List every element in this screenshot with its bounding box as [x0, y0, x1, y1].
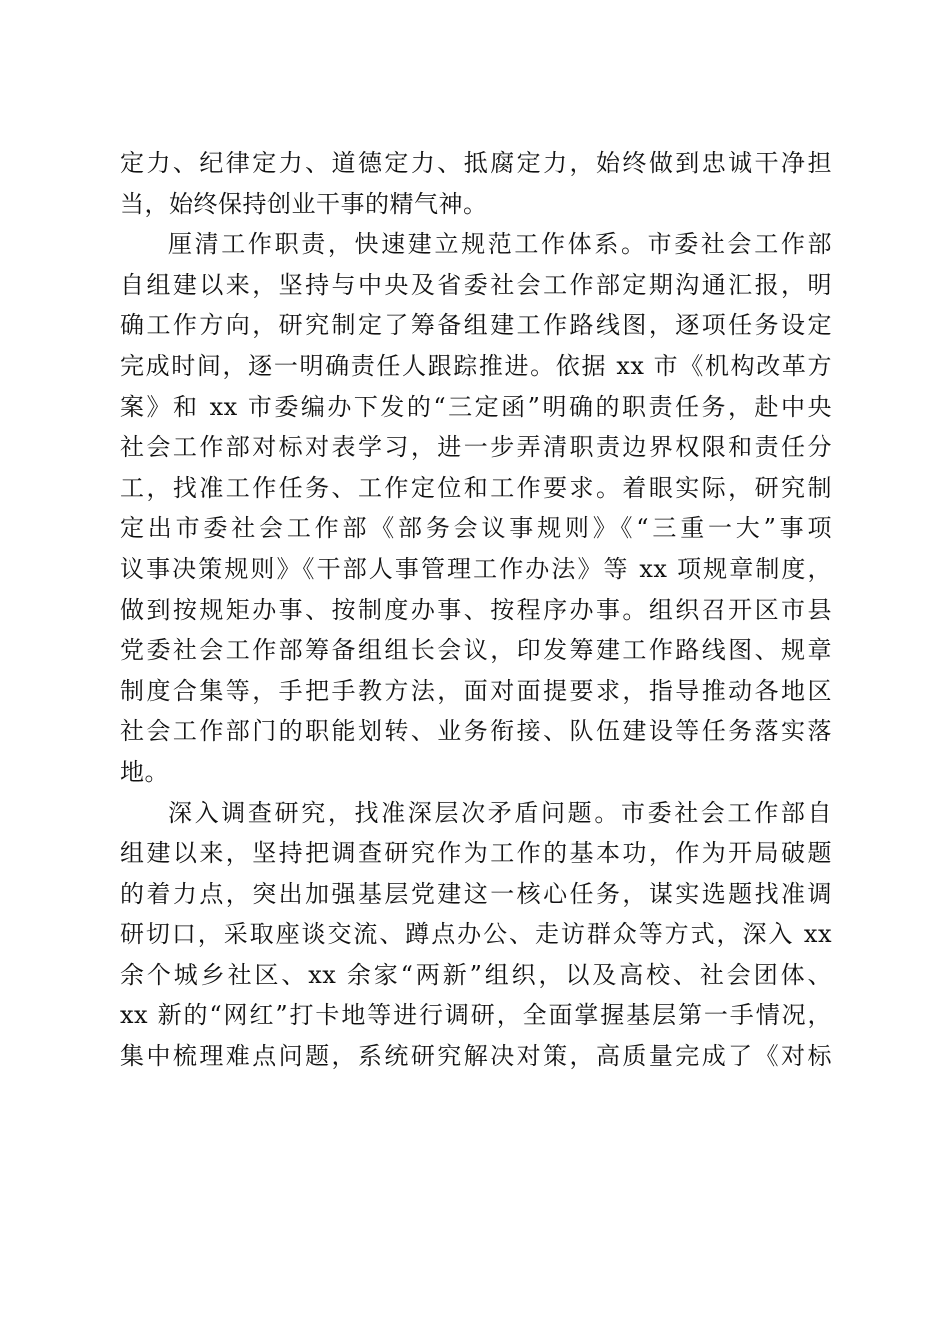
paragraph-2-line-10: 做到按规矩办事、按制度办事、按程序办事。组织召开区市县	[120, 595, 832, 624]
paragraph-2-line-9: 议事决策规则》《干部人事管理工作办法》等 xx 项规章制度，	[120, 554, 832, 583]
paragraph-2-line-4: 完成时间，逐一明确责任人跟踪推进。依据 xx 市《机构改革方	[120, 351, 832, 380]
paragraph-2-line-7: 工，找准工作任务、工作定位和工作要求。着眼实际，研究制	[120, 473, 832, 502]
paragraph-2-line-12: 制度合集等，手把手教方法，面对面提要求，指导推动各地区	[120, 676, 832, 705]
paragraph-2-line-1: 厘清工作职责，快速建立规范工作体系。市委社会工作部	[168, 230, 832, 259]
paragraph-3-line-4: 研切口，采取座谈交流、蹲点办公、走访群众等方式，深入 xx	[120, 920, 832, 949]
paragraph-2-line-14: 地。	[120, 757, 169, 786]
paragraph-2-line-13: 社会工作部门的职能划转、业务衔接、队伍建设等任务落实落	[120, 717, 832, 746]
paragraph-3-line-5: 余个城乡社区、xx 余家“两新”组织，以及高校、社会团体、	[120, 960, 832, 989]
paragraph-2-line-5: 案》和 xx 市委编办下发的“三定函”明确的职责任务，赴中央	[120, 392, 832, 421]
paragraph-3-line-2: 组建以来，坚持把调查研究作为工作的基本功，作为开局破题	[120, 839, 832, 868]
paragraph-3-line-7: 集中梳理难点问题，系统研究解决对策，高质量完成了《对标	[120, 1042, 832, 1071]
paragraph-3-line-6: xx 新的“网红”打卡地等进行调研，全面掌握基层第一手情况，	[120, 1001, 832, 1030]
paragraph-3-line-3: 的着力点，突出加强基层党建这一核心任务，谋实选题找准调	[120, 879, 832, 908]
paragraph-2-line-2: 自组建以来，坚持与中央及省委社会工作部定期沟通汇报，明	[120, 270, 832, 299]
paragraph-2-line-8: 定出市委社会工作部《部务会议事规则》《“三重一大”事项	[120, 514, 832, 543]
document-body	[120, 143, 832, 1077]
paragraph-1-line-1: 定力、纪律定力、道德定力、抵腐定力，始终做到忠诚干净担	[120, 149, 832, 177]
paragraph-1-line-2: 当，始终保持创业干事的精气神。	[120, 189, 488, 218]
paragraph-2-line-3: 确工作方向，研究制定了筹备组建工作路线图，逐项任务设定	[120, 311, 832, 340]
paragraph-3-line-1: 深入调查研究，找准深层次矛盾问题。市委社会工作部自	[168, 798, 832, 827]
paragraph-2-line-11: 党委社会工作部筹备组组长会议，印发筹建工作路线图、规章	[120, 636, 832, 665]
paragraph-2-line-6: 社会工作部对标对表学习，进一步弄清职责边界权限和责任分	[120, 433, 832, 462]
